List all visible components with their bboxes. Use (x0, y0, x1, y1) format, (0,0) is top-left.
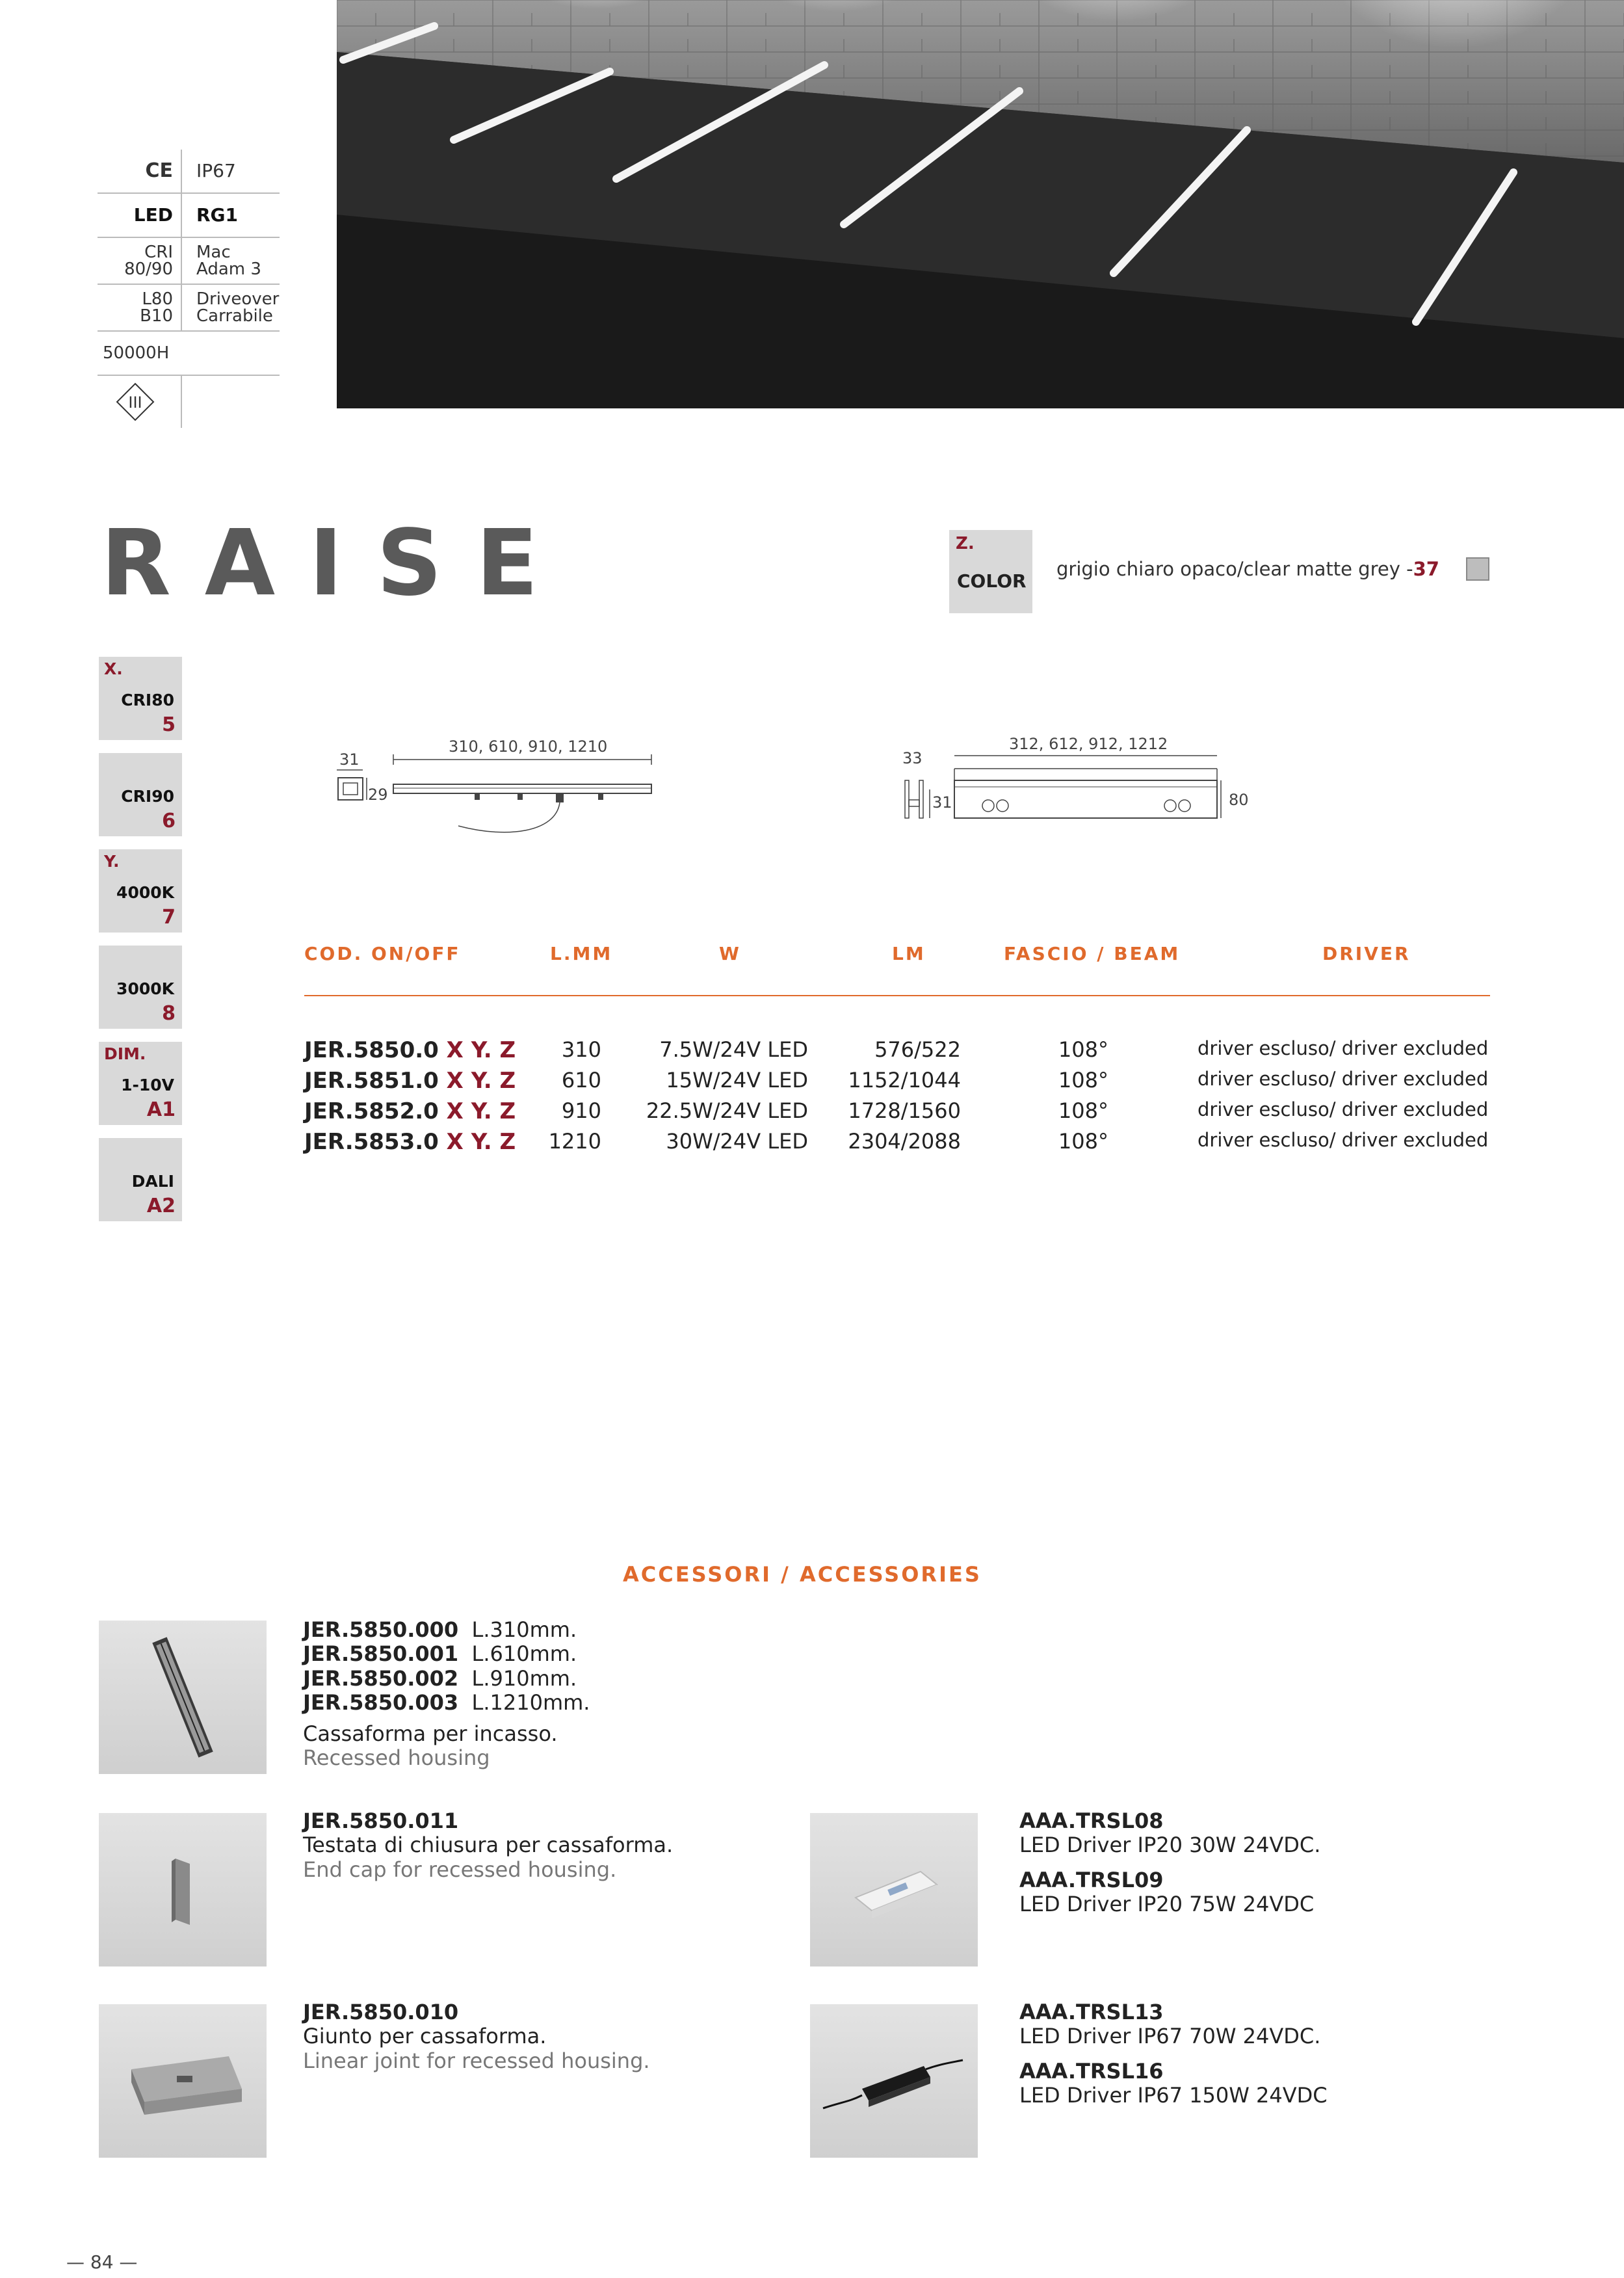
b10-label: B10 (140, 306, 173, 326)
code-base: JER.5852.0 (304, 1098, 439, 1124)
cell-w: 30W/24V LED (666, 1129, 808, 1154)
col-header-w: W (719, 943, 741, 964)
macadam-value: Adam 3 (196, 259, 261, 279)
housing-code: JER.5850.003 (303, 1690, 459, 1715)
housing-length: L.910mm. (471, 1665, 577, 1691)
option-key: DIM. (104, 1044, 146, 1063)
driver-desc: LED Driver IP20 75W 24VDC (1019, 1892, 1315, 1917)
option-name: 1-10V (121, 1076, 174, 1094)
joint-desc-it: Giunto per cassaforma. (303, 2024, 547, 2049)
housing-code: JER.5850.001 (303, 1641, 459, 1667)
spec-row-ip (98, 150, 280, 194)
housing-desc-it: Cassaforma per incasso. (303, 1721, 558, 1746)
endcap-code: JER.5850.011 (303, 1808, 459, 1833)
cell-driver: driver escluso/ driver excluded (1198, 1129, 1489, 1151)
color-text: grigio chiaro opaco/clear matte grey - (1056, 558, 1413, 580)
spec-row-cri (98, 238, 280, 285)
dim-housing-top: 33 (902, 749, 923, 767)
cri-value: 80/90 (124, 259, 173, 279)
driver-ip67-image (810, 2004, 978, 2158)
driver-ip20-image (810, 1813, 978, 1967)
code-variables: X Y. Z (446, 1037, 516, 1063)
driver-code: AAA.TRSL13 (1019, 2000, 1164, 2024)
option-key: Y. (104, 852, 120, 871)
option-value: A1 (146, 1098, 176, 1121)
endcap-desc-en: End cap for recessed housing. (303, 1857, 617, 1882)
led-label: LED (98, 194, 182, 237)
code-variables: X Y. Z (446, 1098, 516, 1124)
drawing-housing-view (891, 727, 1268, 844)
product-code (304, 1129, 516, 1155)
cri-label: CRI (144, 243, 173, 262)
option-value: 5 (162, 713, 176, 736)
joint-text (303, 2000, 650, 2073)
dim-length: 310, 610, 910, 1210 (449, 737, 608, 756)
cell-w: 22.5W/24V LED (646, 1098, 808, 1123)
driver-code: AAA.TRSL16 (1019, 2058, 1164, 2084)
cell-lmm: 910 (561, 1098, 601, 1123)
option-value: 6 (162, 810, 176, 832)
driver-desc: LED Driver IP67 150W 24VDC (1019, 2083, 1328, 2108)
lifetime-hours: 50000H (103, 343, 170, 363)
col-header-lmm: L.MM (550, 943, 613, 964)
option-name: DALI (131, 1172, 174, 1191)
cell-beam: 108° (1058, 1129, 1108, 1154)
option-value: 7 (162, 906, 176, 929)
ip-rating: IP67 (196, 160, 236, 181)
risk-group: RG1 (196, 204, 239, 226)
housing-length: L.310mm. (471, 1617, 577, 1642)
table-row (0, 1129, 1624, 1159)
accessories-title: ACCESSORI / ACCESSORIES (623, 1562, 982, 1587)
dim-housing-height: 80 (1229, 791, 1249, 809)
option-name: CRI90 (121, 787, 174, 806)
spec-row-led (98, 194, 280, 238)
housing-text (303, 1618, 590, 1771)
option-value: A2 (146, 1195, 176, 1217)
option-cri90 (99, 753, 182, 836)
spec-row-class (98, 376, 280, 428)
spec-row-hours (98, 332, 280, 376)
cell-beam: 108° (1058, 1098, 1108, 1123)
cell-lmm: 310 (561, 1037, 601, 1062)
class-iii-icon (98, 376, 182, 428)
product-photo (337, 0, 1624, 408)
color-key: Z. (956, 534, 975, 553)
ce-mark: CE (98, 150, 182, 192)
cell-driver: driver escluso/ driver excluded (1198, 1037, 1489, 1059)
spec-table (98, 150, 280, 428)
cell-beam: 108° (1058, 1037, 1108, 1062)
product-code (304, 1098, 516, 1124)
code-variables: X Y. Z (446, 1129, 516, 1155)
driver-ip20-text (1019, 1809, 1320, 1917)
color-code: 37 (1413, 558, 1439, 580)
dim-width: 31 (339, 750, 360, 769)
product-code (304, 1068, 516, 1094)
product-title: RAISE (101, 510, 572, 616)
option-name: 3000K (116, 979, 174, 998)
option-name: CRI80 (121, 691, 174, 709)
col-header-driver: DRIVER (1322, 943, 1411, 964)
endcap-desc-it: Testata di chiusura per cassaforma. (303, 1833, 674, 1858)
product-code (304, 1037, 516, 1063)
cell-driver: driver escluso/ driver excluded (1198, 1098, 1489, 1120)
class-label: III (128, 393, 142, 412)
joint-desc-en: Linear joint for recessed housing. (303, 2048, 650, 2073)
page-number: — 84 — (66, 2251, 138, 2273)
cell-lm: 576/522 (874, 1037, 961, 1062)
driver-code: AAA.TRSL09 (1019, 1867, 1164, 1892)
code-base: JER.5850.0 (304, 1037, 439, 1063)
option-name: 4000K (116, 883, 174, 902)
housing-code: JER.5850.002 (303, 1665, 459, 1691)
housing-length: L.610mm. (471, 1641, 577, 1667)
driver-desc: LED Driver IP20 30W 24VDC. (1019, 1833, 1321, 1858)
table-divider (304, 995, 1490, 996)
joint-code: JER.5850.010 (303, 2000, 459, 2024)
option-4000k (99, 849, 182, 933)
macadam-label: Mac (196, 243, 231, 262)
cell-lmm: 610 (561, 1068, 601, 1093)
dim-housing-length: 312, 612, 912, 1212 (1009, 735, 1168, 753)
option-key: X. (104, 659, 123, 678)
code-base: JER.5853.0 (304, 1129, 439, 1155)
carrabile-label: Carrabile (196, 306, 273, 326)
cell-driver: driver escluso/ driver excluded (1198, 1068, 1489, 1090)
dim-height: 29 (368, 786, 388, 804)
option-cri80 (99, 657, 182, 740)
option-3000k (99, 946, 182, 1029)
option-value: 8 (162, 1002, 176, 1025)
drawing-side-view (325, 728, 663, 845)
cell-beam: 108° (1058, 1068, 1108, 1093)
table-row (0, 1037, 1624, 1067)
endcap-text (303, 1809, 673, 1882)
housing-desc-en: Recessed housing (303, 1745, 490, 1771)
housing-length: L.1210mm. (471, 1690, 590, 1715)
l80-label: L80 (142, 289, 173, 309)
code-base: JER.5851.0 (304, 1068, 439, 1094)
col-header-code: COD. ON/OFF (304, 943, 461, 964)
color-option-box (949, 530, 1032, 613)
color-description (1056, 558, 1439, 580)
cell-lm: 1152/1044 (848, 1068, 961, 1093)
table-row (0, 1098, 1624, 1128)
cell-lm: 2304/2088 (848, 1129, 961, 1154)
spec-row-life (98, 285, 280, 332)
driver-desc: LED Driver IP67 70W 24VDC. (1019, 2024, 1321, 2049)
driveover-label: Driveover (196, 289, 280, 309)
code-variables: X Y. Z (446, 1068, 516, 1094)
joint-image (99, 2004, 267, 2158)
driver-ip67-text (1019, 2000, 1328, 2108)
table-row (0, 1068, 1624, 1098)
dim-housing-width: 31 (932, 793, 952, 812)
col-header-beam: FASCIO / BEAM (1004, 943, 1181, 964)
housing-image (99, 1621, 267, 1774)
color-swatch (1466, 557, 1489, 581)
cell-lmm: 1210 (548, 1129, 601, 1154)
cell-lm: 1728/1560 (848, 1098, 961, 1123)
color-label: COLOR (957, 570, 1027, 592)
cell-w: 15W/24V LED (666, 1068, 808, 1093)
driver-code: AAA.TRSL08 (1019, 1808, 1164, 1833)
col-header-lm: LM (892, 943, 926, 964)
cell-w: 7.5W/24V LED (659, 1037, 808, 1062)
endcap-image (99, 1813, 267, 1967)
housing-code: JER.5850.000 (303, 1617, 459, 1642)
